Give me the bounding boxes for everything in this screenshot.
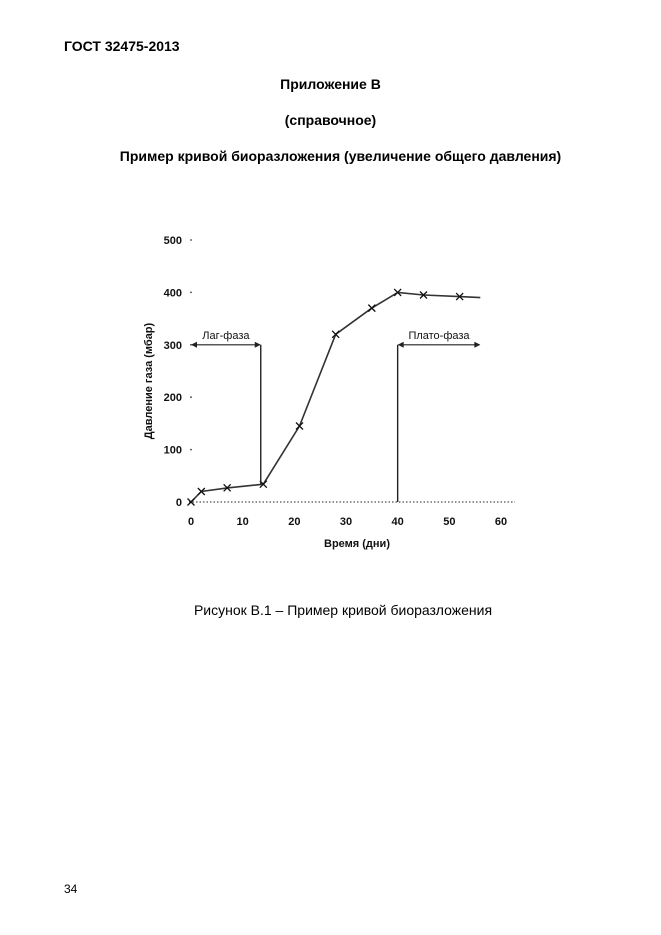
- x-tick-label: 50: [443, 516, 456, 528]
- data-point-marker: [332, 331, 339, 338]
- data-point-marker: [368, 305, 375, 312]
- series-line: [191, 292, 480, 502]
- x-tick-label: 60: [494, 516, 508, 528]
- appendix-title: Приложение В: [280, 76, 381, 92]
- y-tick-mark: [190, 396, 192, 398]
- y-axis-label: Давление газа (мбар): [143, 322, 155, 440]
- x-tick-label: 30: [339, 516, 353, 528]
- y-tick-label: 500: [163, 235, 182, 247]
- y-tick-mark: [190, 449, 192, 451]
- x-tick-label: 20: [288, 516, 301, 528]
- y-tick-label: 100: [163, 444, 182, 457]
- y-tick-label: 200: [163, 392, 182, 405]
- y-tick-label: 300: [163, 339, 182, 352]
- x-tick-label: 40: [391, 516, 404, 528]
- appendix-type: (справочное): [284, 112, 377, 128]
- phase-label: Лаг-фаза: [202, 329, 250, 342]
- y-tick-mark: [190, 292, 192, 294]
- x-axis-label: Время (дни): [324, 538, 390, 550]
- y-tick-label: 0: [175, 497, 182, 509]
- section-title: Пример кривой биоразложения (увеличение общего давления): [119, 148, 562, 164]
- figure-caption: Рисунок В.1 – Пример кривой биоразложения: [193, 602, 493, 618]
- document-header: ГОСТ 32475-2013: [64, 38, 180, 54]
- y-tick-mark: [190, 239, 192, 241]
- phase-arrow-head: [191, 342, 197, 348]
- phase-arrow-head: [474, 342, 480, 348]
- x-tick-label: 0: [187, 516, 195, 528]
- data-point-marker: [296, 423, 303, 430]
- y-tick-label: 400: [163, 287, 182, 300]
- phase-arrow-head: [255, 342, 261, 348]
- x-tick-label: 10: [236, 516, 249, 528]
- phase-label: Плато-фаза: [408, 329, 470, 342]
- page-number: 34: [64, 882, 78, 896]
- phase-arrow-head: [398, 342, 404, 348]
